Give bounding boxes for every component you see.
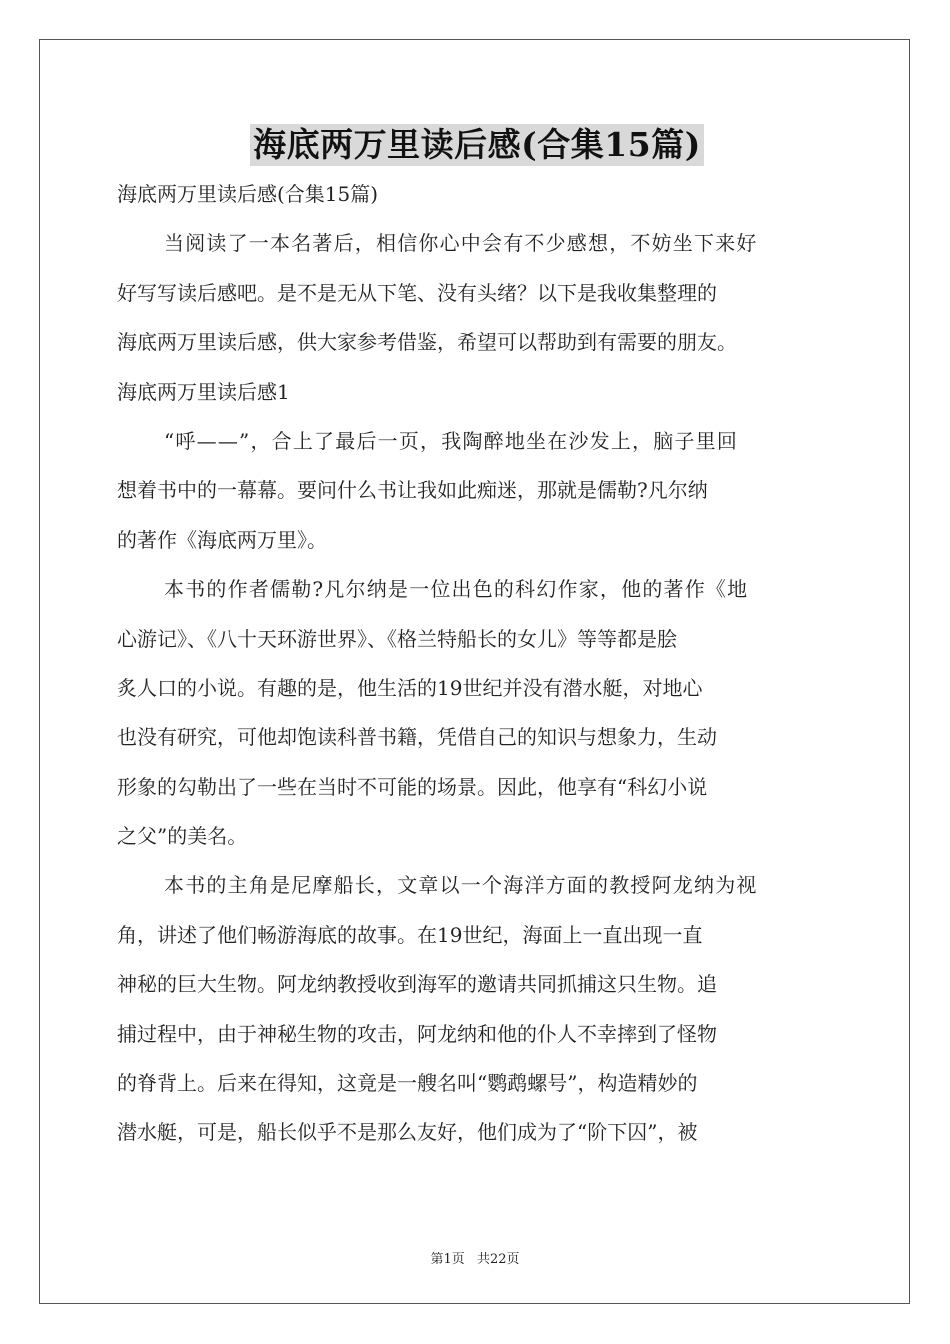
section-heading: 海底两万里读后感1	[117, 379, 290, 404]
document-title: 海底两万里读后感(合集15篇)	[250, 124, 704, 166]
text-line: 好写写读后感吧。是不是无从下笔、没有头绪？以下是我收集整理的	[117, 280, 717, 305]
subtitle-line: 海底两万里读后感(合集15篇)	[117, 182, 379, 206]
page-footer	[0, 1248, 950, 1267]
text-line: 捕过程中，由于神秘生物的攻击，阿龙纳和他的仆人不幸摔到了怪物	[117, 1021, 717, 1046]
text-line: 当阅读了一本名著后，相信你心中会有不少感想，不妨坐下来好	[164, 231, 758, 256]
title-block	[117, 124, 837, 170]
text-line: 海底两万里读后感，供大家参考借鉴，希望可以帮助到有需要的朋友。	[117, 330, 737, 355]
text-line: 也没有研究，可他却饱读科普书籍，凭借自己的知识与想象力，生动	[117, 725, 717, 750]
text-line: 神秘的巨大生物。阿龙纳教授收到海军的邀请共同抓捕这只生物。追	[117, 972, 717, 997]
text-line: 本书的主角是尼摩船长，文章以一个海洋方面的教授阿龙纳为视	[164, 873, 758, 898]
text-line: “呼——”，合上了最后一页，我陶醉地坐在沙发上，脑子里回	[164, 428, 739, 453]
text-line: 角，讲述了他们畅游海底的故事。在19世纪，海面上一直出现一直	[117, 922, 703, 947]
text-line: 炙人口的小说。有趣的是，他生活的19世纪并没有潜水艇，对地心	[117, 675, 703, 700]
text-line: 心游记》、《八十天环游世界》、《格兰特船长的女儿》等等都是脍	[117, 626, 677, 651]
text-line: 的著作《海底两万里》。	[117, 527, 327, 552]
page-number: 第1页	[430, 1252, 465, 1267]
page-total: 共22页	[476, 1252, 520, 1267]
text-line: 形象的勾勒出了一些在当时不可能的场景。因此，他享有“科幻小说	[117, 774, 708, 799]
text-line: 的脊背上。后来在得知，这竟是一艘名叫“鹦鹉螺号”，构造精妙的	[117, 1071, 698, 1096]
text-line: 潜水艇，可是，船长似乎不是那么友好，他们成为了“阶下囚”，被	[117, 1120, 698, 1145]
document-body	[117, 124, 837, 1158]
text-line: 本书的作者儒勒?凡尔纳是一位出色的科幻作家，他的著作《地	[164, 577, 749, 602]
text-line: 之父”的美名。	[117, 824, 248, 849]
text-line: 想着书中的一幕幕。要问什么书让我如此痴迷，那就是儒勒?凡尔纳	[117, 478, 708, 503]
